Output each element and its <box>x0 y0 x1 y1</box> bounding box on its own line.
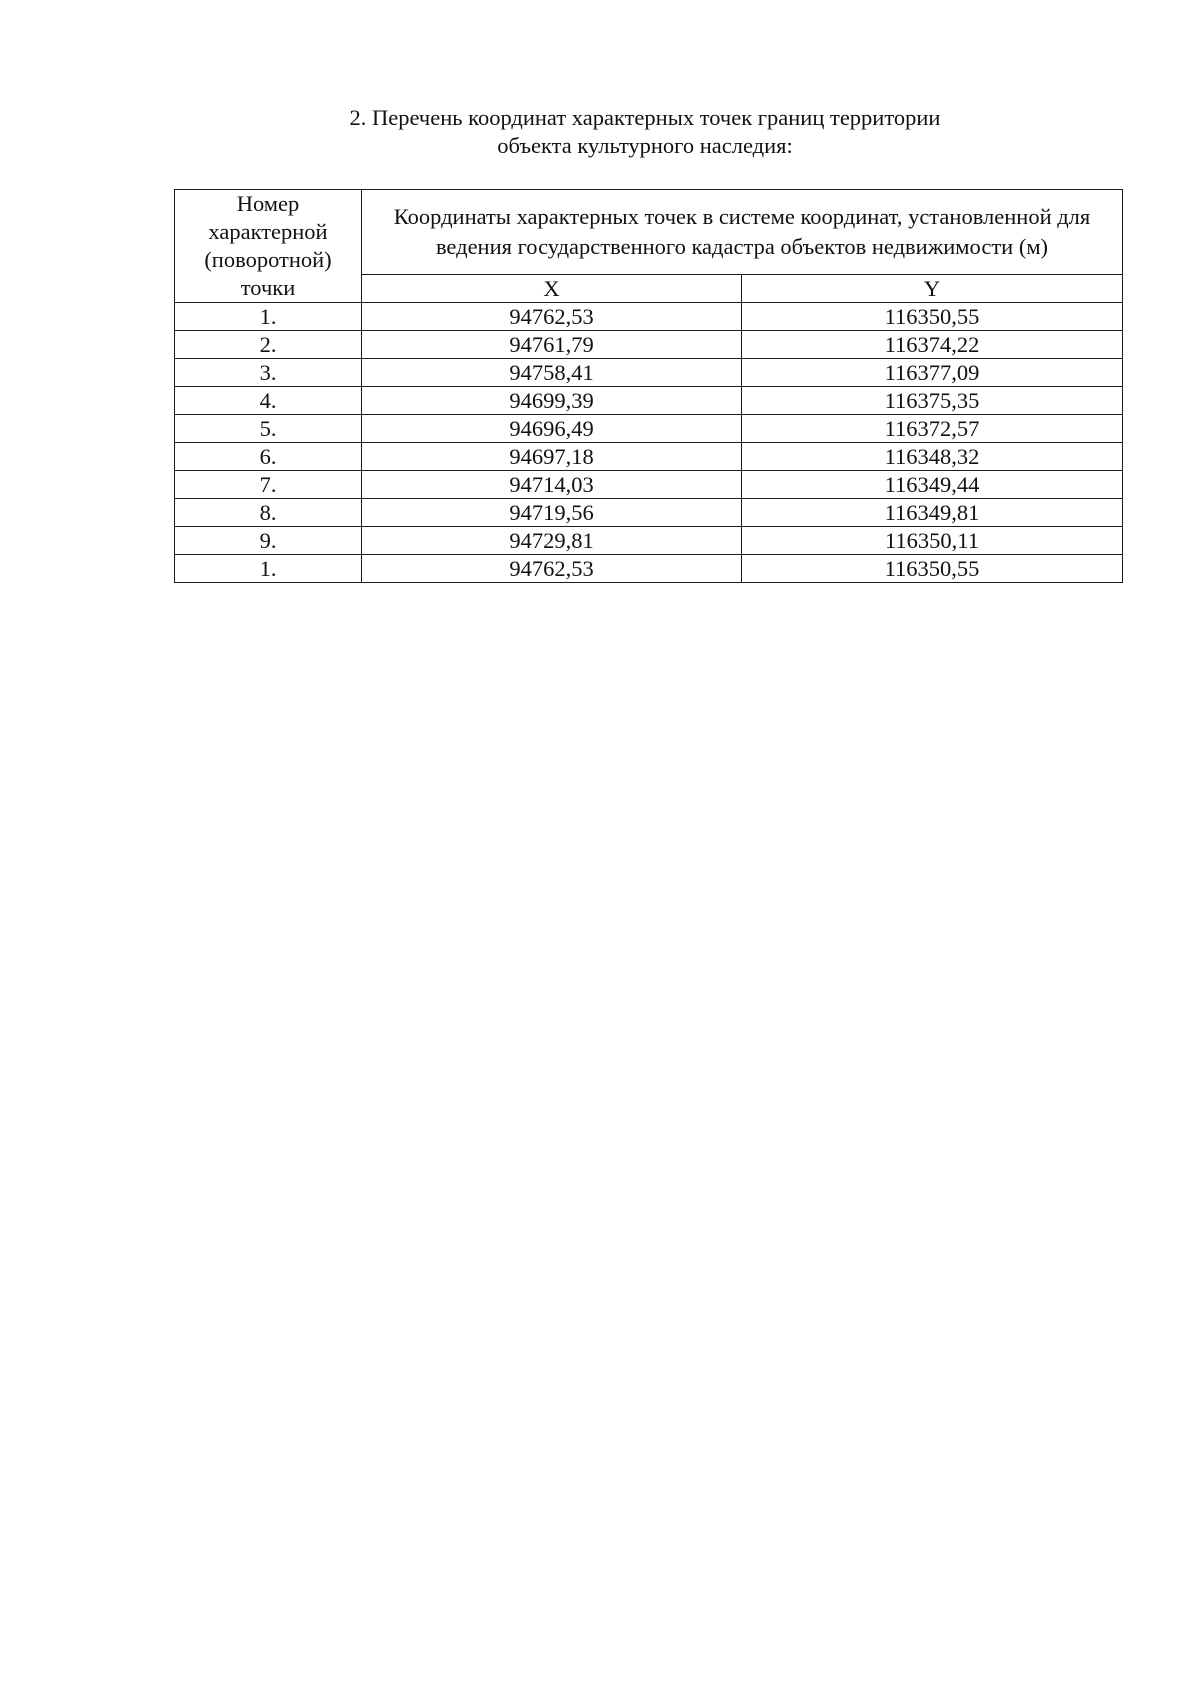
heading-line-2: объекта культурного наследия: <box>497 133 793 158</box>
point-number-header-line: (поворотной) <box>204 247 332 272</box>
x-coordinate-cell: 94762,53 <box>362 555 742 583</box>
table-row <box>175 499 1123 527</box>
table-row <box>175 387 1123 415</box>
table-row <box>175 359 1123 387</box>
point-number-cell: 5. <box>175 415 362 443</box>
table-row <box>175 527 1123 555</box>
point-number-header-line: Номер <box>236 191 300 216</box>
point-number-header-line: точки <box>240 275 296 300</box>
y-column-header: Y <box>742 275 1123 303</box>
table-row <box>175 443 1123 471</box>
x-coordinate-cell: 94729,81 <box>362 527 742 555</box>
y-coordinate-cell: 116375,35 <box>742 387 1123 415</box>
table-row <box>175 331 1123 359</box>
table-header-row <box>175 190 1123 275</box>
point-number-header <box>175 190 362 303</box>
x-coordinate-cell: 94758,41 <box>362 359 742 387</box>
point-number-cell: 1. <box>175 303 362 331</box>
y-coordinate-cell: 116348,32 <box>742 443 1123 471</box>
x-coordinate-cell: 94762,53 <box>362 303 742 331</box>
y-coordinate-cell: 116372,57 <box>742 415 1123 443</box>
y-coordinate-cell: 116349,81 <box>742 499 1123 527</box>
point-number-cell: 1. <box>175 555 362 583</box>
y-coordinate-cell: 116350,11 <box>742 527 1123 555</box>
y-coordinate-cell: 116349,44 <box>742 471 1123 499</box>
point-number-cell: 8. <box>175 499 362 527</box>
x-column-header: X <box>362 275 742 303</box>
table-row <box>175 415 1123 443</box>
coordinates-table <box>174 189 1123 583</box>
table-row <box>175 555 1123 583</box>
y-coordinate-cell: 116350,55 <box>742 555 1123 583</box>
y-coordinate-cell: 116350,55 <box>742 303 1123 331</box>
x-coordinate-cell: 94696,49 <box>362 415 742 443</box>
x-coordinate-cell: 94714,03 <box>362 471 742 499</box>
x-coordinate-cell: 94761,79 <box>362 331 742 359</box>
x-coordinate-cell: 94719,56 <box>362 499 742 527</box>
heading-line-1: 2. Перечень координат характерных точек границ территории <box>349 105 941 130</box>
coordinates-header: Координаты характерных точек в системе координат, установленной для ведения государственного кадастра объектов недвижимости (м) <box>362 190 1123 275</box>
point-number-cell: 3. <box>175 359 362 387</box>
table-row <box>175 471 1123 499</box>
point-number-cell: 4. <box>175 387 362 415</box>
x-coordinate-cell: 94697,18 <box>362 443 742 471</box>
y-coordinate-cell: 116374,22 <box>742 331 1123 359</box>
point-number-cell: 9. <box>175 527 362 555</box>
x-coordinate-cell: 94699,39 <box>362 387 742 415</box>
point-number-header-line: характерной <box>208 219 328 244</box>
point-number-cell: 7. <box>175 471 362 499</box>
table-row <box>175 303 1123 331</box>
point-number-cell: 6. <box>175 443 362 471</box>
y-coordinate-cell: 116377,09 <box>742 359 1123 387</box>
document-heading <box>0 104 1200 160</box>
point-number-cell: 2. <box>175 331 362 359</box>
